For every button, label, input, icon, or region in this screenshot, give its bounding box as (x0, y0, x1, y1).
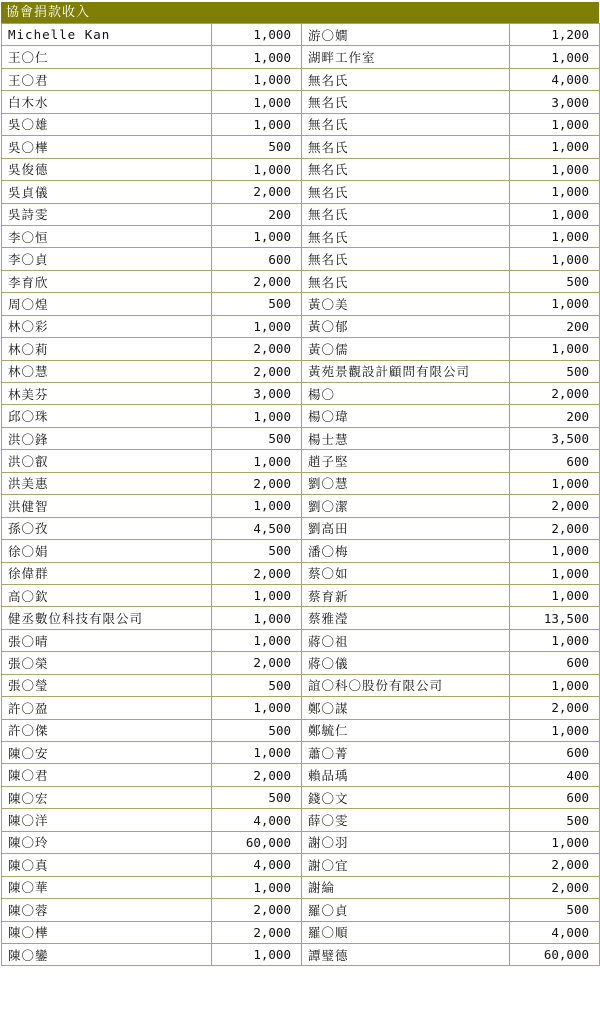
donation-amount-left: 500 (212, 719, 302, 741)
donor-name-right: 蕭〇菁 (302, 742, 510, 764)
donor-name-right: 蔣〇儀 (302, 652, 510, 674)
donor-name-right: 譚璧德 (302, 943, 510, 965)
donor-name-left: 李〇恒 (2, 225, 212, 247)
donation-amount-left: 2,000 (212, 181, 302, 203)
donor-name-right: 羅〇貞 (302, 899, 510, 921)
table-row (2, 248, 600, 270)
table-row (2, 450, 600, 472)
donor-name-left: 張〇晴 (2, 629, 212, 651)
donation-amount-right: 600 (510, 786, 600, 808)
donor-name-left: 吳〇樺 (2, 136, 212, 158)
donor-name-left: 陳〇安 (2, 742, 212, 764)
table-row (2, 293, 600, 315)
donation-amount-right: 1,000 (510, 719, 600, 741)
donation-amount-left: 1,000 (212, 584, 302, 606)
donor-name-left: 陳〇蓉 (2, 899, 212, 921)
donor-name-right: 鄭毓仁 (302, 719, 510, 741)
donation-amount-right: 3,000 (510, 91, 600, 113)
table-row (2, 181, 600, 203)
table-row (2, 652, 600, 674)
donor-name-left: 陳〇玲 (2, 831, 212, 853)
donor-name-right: 楊〇瑋 (302, 405, 510, 427)
donation-amount-left: 1,000 (212, 629, 302, 651)
donor-name-right: 趙子堅 (302, 450, 510, 472)
donor-name-left: 許〇傑 (2, 719, 212, 741)
table-row (2, 742, 600, 764)
table-row (2, 472, 600, 494)
donor-name-right: 湖畔工作室 (302, 46, 510, 68)
donation-amount-left: 3,000 (212, 383, 302, 405)
donation-amount-right: 1,000 (510, 472, 600, 494)
donation-amount-left: 2,000 (212, 360, 302, 382)
donation-amount-left: 1,000 (212, 46, 302, 68)
donor-name-right: 黃〇美 (302, 293, 510, 315)
table-row (2, 495, 600, 517)
donation-amount-right: 4,000 (510, 921, 600, 943)
donation-amount-left: 1,000 (212, 315, 302, 337)
donation-amount-left: 1,000 (212, 495, 302, 517)
table-row (2, 876, 600, 898)
donor-name-left: 林美芬 (2, 383, 212, 405)
table-row (2, 607, 600, 629)
donation-table (1, 23, 600, 966)
donation-amount-right: 2,000 (510, 517, 600, 539)
donation-amount-right: 2,000 (510, 495, 600, 517)
donation-amount-left: 500 (212, 786, 302, 808)
donor-name-left: 邱〇珠 (2, 405, 212, 427)
donation-amount-left: 4,500 (212, 517, 302, 539)
donor-name-left: 吳貞儀 (2, 181, 212, 203)
table-row (2, 338, 600, 360)
donation-amount-right: 1,000 (510, 113, 600, 135)
donor-name-right: 無名氏 (302, 91, 510, 113)
donation-amount-left: 500 (212, 136, 302, 158)
donation-amount-right: 3,500 (510, 427, 600, 449)
donation-amount-left: 4,000 (212, 854, 302, 876)
donor-name-right: 蔡雅瀅 (302, 607, 510, 629)
donation-amount-right: 1,000 (510, 674, 600, 696)
donor-name-right: 黃〇儒 (302, 338, 510, 360)
donor-name-right: 無名氏 (302, 136, 510, 158)
table-row (2, 360, 600, 382)
donor-name-left: 洪〇叡 (2, 450, 212, 472)
table-row (2, 46, 600, 68)
table-row (2, 809, 600, 831)
donation-amount-right: 1,000 (510, 293, 600, 315)
table-row (2, 405, 600, 427)
donor-name-right: 無名氏 (302, 225, 510, 247)
donor-name-left: 吳〇雄 (2, 113, 212, 135)
donation-amount-left: 1,000 (212, 450, 302, 472)
donation-amount-left: 200 (212, 203, 302, 225)
donor-name-right: 劉〇慧 (302, 472, 510, 494)
table-row (2, 68, 600, 90)
table-row (2, 315, 600, 337)
table-row (2, 91, 600, 113)
donor-name-right: 蔡育新 (302, 584, 510, 606)
table-row (2, 899, 600, 921)
donation-amount-right: 1,000 (510, 562, 600, 584)
donation-amount-right: 2,000 (510, 697, 600, 719)
donation-amount-right: 1,000 (510, 158, 600, 180)
donor-name-left: 白木水 (2, 91, 212, 113)
donor-name-right: 黃苑景觀設計顧問有限公司 (302, 360, 510, 382)
donation-amount-right: 4,000 (510, 68, 600, 90)
donor-name-right: 無名氏 (302, 113, 510, 135)
table-row (2, 854, 600, 876)
donation-amount-left: 1,000 (212, 158, 302, 180)
donation-amount-right: 200 (510, 315, 600, 337)
donor-name-right: 無名氏 (302, 248, 510, 270)
donor-name-right: 無名氏 (302, 270, 510, 292)
donation-amount-right: 1,000 (510, 46, 600, 68)
donation-amount-left: 4,000 (212, 809, 302, 831)
table-row (2, 203, 600, 225)
donation-amount-right: 1,000 (510, 136, 600, 158)
donation-amount-left: 2,000 (212, 652, 302, 674)
donation-amount-right: 1,000 (510, 584, 600, 606)
donor-name-left: 周〇煌 (2, 293, 212, 315)
donation-amount-left: 1,000 (212, 607, 302, 629)
donor-name-left: 吳詩雯 (2, 203, 212, 225)
table-row (2, 764, 600, 786)
donation-amount-left: 1,000 (212, 91, 302, 113)
donation-amount-right: 1,000 (510, 338, 600, 360)
donation-amount-left: 1,000 (212, 68, 302, 90)
donor-name-right: 游〇嫺 (302, 24, 510, 46)
donor-name-right: 楊〇 (302, 383, 510, 405)
donation-amount-left: 1,000 (212, 742, 302, 764)
donation-amount-left: 600 (212, 248, 302, 270)
donor-name-left: 許〇盈 (2, 697, 212, 719)
donation-amount-left: 2,000 (212, 270, 302, 292)
table-row (2, 921, 600, 943)
table-row (2, 831, 600, 853)
donor-name-right: 謝〇宜 (302, 854, 510, 876)
donation-amount-left: 2,000 (212, 472, 302, 494)
donation-amount-left: 1,000 (212, 113, 302, 135)
donor-name-right: 無名氏 (302, 181, 510, 203)
donor-name-left: 洪〇鋒 (2, 427, 212, 449)
donor-name-left: 王〇仁 (2, 46, 212, 68)
donor-name-left: 林〇彩 (2, 315, 212, 337)
donation-amount-right: 1,000 (510, 831, 600, 853)
donation-amount-right: 1,000 (510, 181, 600, 203)
donation-amount-right: 2,000 (510, 854, 600, 876)
donation-amount-right: 500 (510, 899, 600, 921)
table-row (2, 719, 600, 741)
donation-amount-left: 60,000 (212, 831, 302, 853)
donation-amount-right: 1,200 (510, 24, 600, 46)
donor-name-left: 孫〇孜 (2, 517, 212, 539)
donation-amount-left: 1,000 (212, 697, 302, 719)
donor-name-right: 謝綸 (302, 876, 510, 898)
donation-amount-left: 2,000 (212, 899, 302, 921)
donation-amount-left: 2,000 (212, 764, 302, 786)
donation-amount-right: 2,000 (510, 876, 600, 898)
donation-amount-right: 200 (510, 405, 600, 427)
donation-amount-right: 600 (510, 742, 600, 764)
donor-name-right: 無名氏 (302, 203, 510, 225)
donor-name-left: 陳〇樺 (2, 921, 212, 943)
donor-name-right: 蔣〇祖 (302, 629, 510, 651)
donation-amount-left: 1,000 (212, 943, 302, 965)
donation-amount-right: 2,000 (510, 383, 600, 405)
donation-amount-right: 1,000 (510, 540, 600, 562)
donor-name-left: 洪健智 (2, 495, 212, 517)
donor-name-left: 徐〇娟 (2, 540, 212, 562)
donor-name-left: 陳〇洋 (2, 809, 212, 831)
donor-name-left: 陳〇宏 (2, 786, 212, 808)
table-row (2, 584, 600, 606)
donation-amount-right: 500 (510, 360, 600, 382)
donation-amount-left: 500 (212, 674, 302, 696)
donation-amount-right: 1,000 (510, 629, 600, 651)
table-row (2, 383, 600, 405)
table-row (2, 629, 600, 651)
donation-amount-left: 500 (212, 427, 302, 449)
table-row (2, 562, 600, 584)
table-row (2, 158, 600, 180)
donation-amount-left: 2,000 (212, 562, 302, 584)
donor-name-right: 羅〇順 (302, 921, 510, 943)
donation-table-body (2, 24, 600, 966)
donor-name-left: 陳〇真 (2, 854, 212, 876)
table-row (2, 697, 600, 719)
donor-name-left: 陳〇華 (2, 876, 212, 898)
donation-amount-left: 2,000 (212, 338, 302, 360)
donor-name-left: 陳〇君 (2, 764, 212, 786)
donation-amount-right: 600 (510, 450, 600, 472)
donor-name-right: 潘〇梅 (302, 540, 510, 562)
donor-name-left: 陳〇鑾 (2, 943, 212, 965)
table-row (2, 540, 600, 562)
donor-name-right: 無名氏 (302, 158, 510, 180)
donor-name-left: Michelle Kan (2, 24, 212, 46)
donor-name-right: 劉高田 (302, 517, 510, 539)
donor-name-right: 錢〇文 (302, 786, 510, 808)
donation-amount-right: 400 (510, 764, 600, 786)
donation-amount-left: 1,000 (212, 405, 302, 427)
donor-name-left: 高〇欽 (2, 584, 212, 606)
donor-name-left: 林〇莉 (2, 338, 212, 360)
donor-name-right: 劉〇潔 (302, 495, 510, 517)
table-row (2, 24, 600, 46)
table-row (2, 786, 600, 808)
donation-amount-right: 600 (510, 652, 600, 674)
donation-amount-right: 500 (510, 809, 600, 831)
table-row (2, 113, 600, 135)
table-row (2, 225, 600, 247)
donation-amount-left: 1,000 (212, 225, 302, 247)
table-row (2, 943, 600, 965)
donation-amount-right: 1,000 (510, 203, 600, 225)
donor-name-right: 誼〇科〇股份有限公司 (302, 674, 510, 696)
donor-name-right: 鄭〇謀 (302, 697, 510, 719)
table-row (2, 674, 600, 696)
donor-name-right: 蔡〇如 (302, 562, 510, 584)
donation-amount-left: 2,000 (212, 921, 302, 943)
donor-name-right: 賴品瑀 (302, 764, 510, 786)
section-title: 協會捐款收入 (1, 2, 599, 23)
donor-name-left: 吳俊德 (2, 158, 212, 180)
donation-amount-left: 500 (212, 293, 302, 315)
donation-amount-left: 1,000 (212, 876, 302, 898)
donor-name-right: 薛〇雯 (302, 809, 510, 831)
donor-name-right: 謝〇羽 (302, 831, 510, 853)
table-row (2, 427, 600, 449)
donation-amount-right: 500 (510, 270, 600, 292)
donor-name-right: 無名氏 (302, 68, 510, 90)
donation-income-section (1, 2, 599, 966)
donor-name-left: 李〇貞 (2, 248, 212, 270)
donation-amount-right: 60,000 (510, 943, 600, 965)
table-row (2, 517, 600, 539)
donor-name-left: 洪美惠 (2, 472, 212, 494)
table-row (2, 136, 600, 158)
donor-name-right: 楊士慧 (302, 427, 510, 449)
donor-name-right: 黃〇郁 (302, 315, 510, 337)
donation-amount-right: 13,500 (510, 607, 600, 629)
donor-name-left: 王〇君 (2, 68, 212, 90)
donation-amount-left: 500 (212, 540, 302, 562)
donor-name-left: 林〇慧 (2, 360, 212, 382)
donation-amount-left: 1,000 (212, 24, 302, 46)
table-row (2, 270, 600, 292)
donor-name-left: 健丞數位科技有限公司 (2, 607, 212, 629)
donation-amount-right: 1,000 (510, 225, 600, 247)
donor-name-left: 徐偉群 (2, 562, 212, 584)
donor-name-left: 李育欣 (2, 270, 212, 292)
donation-amount-right: 1,000 (510, 248, 600, 270)
donor-name-left: 張〇瑩 (2, 674, 212, 696)
donor-name-left: 張〇榮 (2, 652, 212, 674)
